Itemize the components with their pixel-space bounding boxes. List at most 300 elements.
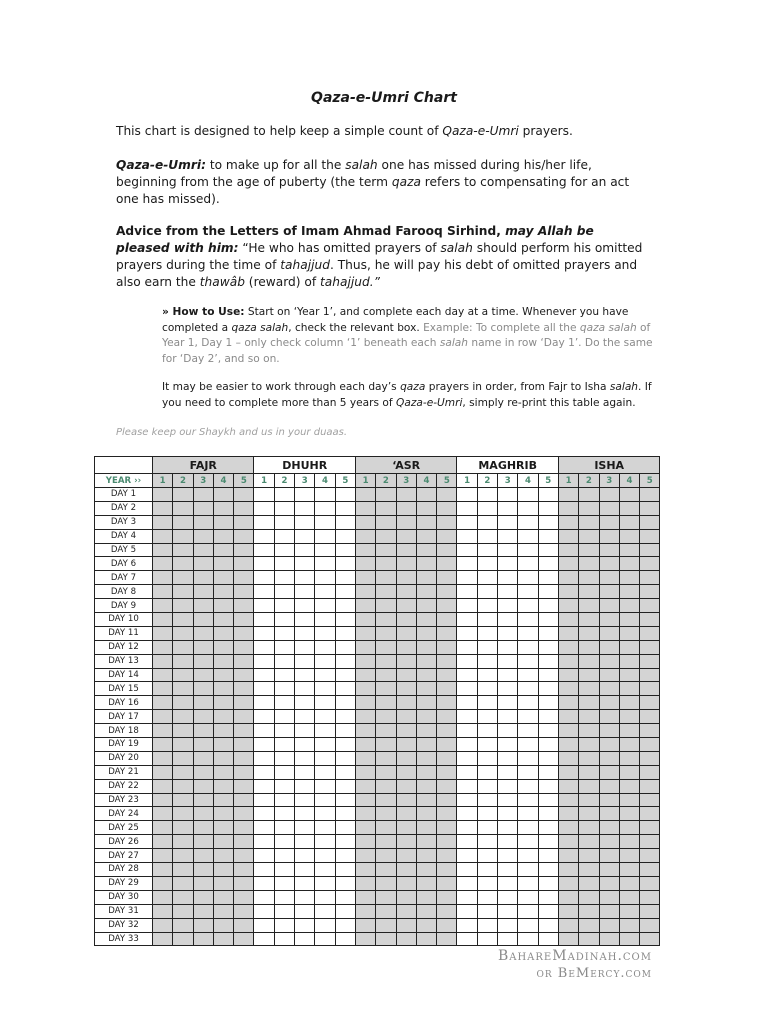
checkbox-cell[interactable] [538,599,558,613]
checkbox-cell[interactable] [173,876,193,890]
checkbox-cell[interactable] [315,501,335,515]
checkbox-cell[interactable] [437,543,457,557]
checkbox-cell[interactable] [416,613,436,627]
checkbox-cell[interactable] [193,529,213,543]
checkbox-cell[interactable] [274,890,294,904]
checkbox-cell[interactable] [274,863,294,877]
checkbox-cell[interactable] [254,529,274,543]
checkbox-cell[interactable] [315,640,335,654]
checkbox-cell[interactable] [153,529,173,543]
checkbox-cell[interactable] [457,779,477,793]
checkbox-cell[interactable] [234,682,254,696]
checkbox-cell[interactable] [234,599,254,613]
checkbox-cell[interactable] [254,863,274,877]
checkbox-cell[interactable] [640,515,660,529]
checkbox-cell[interactable] [193,876,213,890]
checkbox-cell[interactable] [579,710,599,724]
checkbox-cell[interactable] [457,571,477,585]
checkbox-cell[interactable] [579,863,599,877]
checkbox-cell[interactable] [457,640,477,654]
checkbox-cell[interactable] [213,863,233,877]
checkbox-cell[interactable] [376,640,396,654]
checkbox-cell[interactable] [518,682,538,696]
checkbox-cell[interactable] [498,738,518,752]
checkbox-cell[interactable] [213,488,233,502]
checkbox-cell[interactable] [213,779,233,793]
checkbox-cell[interactable] [538,529,558,543]
checkbox-cell[interactable] [396,738,416,752]
checkbox-cell[interactable] [335,765,355,779]
checkbox-cell[interactable] [518,668,538,682]
checkbox-cell[interactable] [579,640,599,654]
checkbox-cell[interactable] [213,599,233,613]
checkbox-cell[interactable] [355,863,375,877]
checkbox-cell[interactable] [640,543,660,557]
checkbox-cell[interactable] [599,863,619,877]
checkbox-cell[interactable] [640,585,660,599]
checkbox-cell[interactable] [640,696,660,710]
checkbox-cell[interactable] [274,599,294,613]
checkbox-cell[interactable] [295,779,315,793]
checkbox-cell[interactable] [274,793,294,807]
checkbox-cell[interactable] [213,751,233,765]
checkbox-cell[interactable] [599,710,619,724]
checkbox-cell[interactable] [619,626,639,640]
checkbox-cell[interactable] [538,849,558,863]
checkbox-cell[interactable] [457,793,477,807]
checkbox-cell[interactable] [335,904,355,918]
checkbox-cell[interactable] [274,932,294,946]
checkbox-cell[interactable] [558,918,578,932]
checkbox-cell[interactable] [376,488,396,502]
checkbox-cell[interactable] [213,585,233,599]
checkbox-cell[interactable] [254,918,274,932]
checkbox-cell[interactable] [234,779,254,793]
checkbox-cell[interactable] [213,626,233,640]
checkbox-cell[interactable] [315,765,335,779]
checkbox-cell[interactable] [619,779,639,793]
checkbox-cell[interactable] [640,849,660,863]
checkbox-cell[interactable] [396,585,416,599]
checkbox-cell[interactable] [599,807,619,821]
checkbox-cell[interactable] [295,738,315,752]
checkbox-cell[interactable] [619,515,639,529]
checkbox-cell[interactable] [437,821,457,835]
checkbox-cell[interactable] [558,904,578,918]
checkbox-cell[interactable] [173,488,193,502]
checkbox-cell[interactable] [558,751,578,765]
checkbox-cell[interactable] [558,835,578,849]
checkbox-cell[interactable] [193,599,213,613]
checkbox-cell[interactable] [619,585,639,599]
checkbox-cell[interactable] [396,765,416,779]
checkbox-cell[interactable] [295,807,315,821]
checkbox-cell[interactable] [416,765,436,779]
checkbox-cell[interactable] [477,835,497,849]
checkbox-cell[interactable] [599,751,619,765]
checkbox-cell[interactable] [315,793,335,807]
checkbox-cell[interactable] [335,793,355,807]
checkbox-cell[interactable] [254,682,274,696]
checkbox-cell[interactable] [193,543,213,557]
checkbox-cell[interactable] [173,529,193,543]
checkbox-cell[interactable] [558,765,578,779]
checkbox-cell[interactable] [173,765,193,779]
checkbox-cell[interactable] [274,849,294,863]
checkbox-cell[interactable] [457,654,477,668]
checkbox-cell[interactable] [315,571,335,585]
checkbox-cell[interactable] [640,488,660,502]
checkbox-cell[interactable] [558,668,578,682]
checkbox-cell[interactable] [558,710,578,724]
checkbox-cell[interactable] [335,710,355,724]
checkbox-cell[interactable] [335,501,355,515]
checkbox-cell[interactable] [538,751,558,765]
checkbox-cell[interactable] [315,529,335,543]
checkbox-cell[interactable] [640,779,660,793]
checkbox-cell[interactable] [173,849,193,863]
checkbox-cell[interactable] [599,488,619,502]
checkbox-cell[interactable] [376,751,396,765]
checkbox-cell[interactable] [234,807,254,821]
checkbox-cell[interactable] [396,543,416,557]
checkbox-cell[interactable] [295,668,315,682]
checkbox-cell[interactable] [619,904,639,918]
checkbox-cell[interactable] [498,571,518,585]
checkbox-cell[interactable] [437,488,457,502]
checkbox-cell[interactable] [274,557,294,571]
checkbox-cell[interactable] [213,904,233,918]
checkbox-cell[interactable] [619,696,639,710]
checkbox-cell[interactable] [640,613,660,627]
checkbox-cell[interactable] [619,529,639,543]
checkbox-cell[interactable] [153,682,173,696]
checkbox-cell[interactable] [295,793,315,807]
checkbox-cell[interactable] [153,543,173,557]
checkbox-cell[interactable] [213,835,233,849]
checkbox-cell[interactable] [498,710,518,724]
checkbox-cell[interactable] [173,793,193,807]
checkbox-cell[interactable] [538,640,558,654]
checkbox-cell[interactable] [538,488,558,502]
checkbox-cell[interactable] [295,529,315,543]
checkbox-cell[interactable] [295,724,315,738]
checkbox-cell[interactable] [498,821,518,835]
checkbox-cell[interactable] [335,585,355,599]
checkbox-cell[interactable] [518,626,538,640]
checkbox-cell[interactable] [498,599,518,613]
checkbox-cell[interactable] [335,821,355,835]
checkbox-cell[interactable] [193,557,213,571]
checkbox-cell[interactable] [315,626,335,640]
checkbox-cell[interactable] [437,501,457,515]
checkbox-cell[interactable] [579,793,599,807]
checkbox-cell[interactable] [213,501,233,515]
checkbox-cell[interactable] [498,835,518,849]
checkbox-cell[interactable] [173,724,193,738]
checkbox-cell[interactable] [457,849,477,863]
checkbox-cell[interactable] [153,710,173,724]
checkbox-cell[interactable] [376,654,396,668]
checkbox-cell[interactable] [193,738,213,752]
checkbox-cell[interactable] [234,793,254,807]
checkbox-cell[interactable] [579,904,599,918]
checkbox-cell[interactable] [538,835,558,849]
checkbox-cell[interactable] [518,501,538,515]
checkbox-cell[interactable] [579,932,599,946]
checkbox-cell[interactable] [396,890,416,904]
checkbox-cell[interactable] [355,654,375,668]
checkbox-cell[interactable] [518,807,538,821]
checkbox-cell[interactable] [153,488,173,502]
checkbox-cell[interactable] [477,529,497,543]
checkbox-cell[interactable] [274,488,294,502]
checkbox-cell[interactable] [477,751,497,765]
checkbox-cell[interactable] [477,557,497,571]
checkbox-cell[interactable] [355,515,375,529]
checkbox-cell[interactable] [193,640,213,654]
checkbox-cell[interactable] [153,751,173,765]
checkbox-cell[interactable] [477,668,497,682]
checkbox-cell[interactable] [376,585,396,599]
checkbox-cell[interactable] [396,904,416,918]
checkbox-cell[interactable] [518,849,538,863]
checkbox-cell[interactable] [274,515,294,529]
checkbox-cell[interactable] [315,890,335,904]
checkbox-cell[interactable] [538,501,558,515]
checkbox-cell[interactable] [640,710,660,724]
checkbox-cell[interactable] [558,557,578,571]
checkbox-cell[interactable] [599,793,619,807]
checkbox-cell[interactable] [234,696,254,710]
checkbox-cell[interactable] [396,696,416,710]
checkbox-cell[interactable] [599,626,619,640]
checkbox-cell[interactable] [355,904,375,918]
checkbox-cell[interactable] [599,640,619,654]
checkbox-cell[interactable] [173,696,193,710]
checkbox-cell[interactable] [153,668,173,682]
checkbox-cell[interactable] [416,599,436,613]
checkbox-cell[interactable] [538,626,558,640]
checkbox-cell[interactable] [213,738,233,752]
checkbox-cell[interactable] [234,626,254,640]
checkbox-cell[interactable] [640,654,660,668]
checkbox-cell[interactable] [599,876,619,890]
checkbox-cell[interactable] [254,876,274,890]
checkbox-cell[interactable] [295,515,315,529]
checkbox-cell[interactable] [640,682,660,696]
checkbox-cell[interactable] [213,849,233,863]
checkbox-cell[interactable] [335,557,355,571]
checkbox-cell[interactable] [619,738,639,752]
checkbox-cell[interactable] [193,626,213,640]
checkbox-cell[interactable] [437,738,457,752]
checkbox-cell[interactable] [437,918,457,932]
checkbox-cell[interactable] [619,640,639,654]
checkbox-cell[interactable] [518,640,538,654]
checkbox-cell[interactable] [538,696,558,710]
checkbox-cell[interactable] [640,807,660,821]
checkbox-cell[interactable] [295,543,315,557]
checkbox-cell[interactable] [153,696,173,710]
checkbox-cell[interactable] [416,807,436,821]
checkbox-cell[interactable] [477,724,497,738]
checkbox-cell[interactable] [234,654,254,668]
checkbox-cell[interactable] [335,654,355,668]
checkbox-cell[interactable] [640,501,660,515]
checkbox-cell[interactable] [437,779,457,793]
checkbox-cell[interactable] [457,668,477,682]
checkbox-cell[interactable] [315,668,335,682]
checkbox-cell[interactable] [295,585,315,599]
checkbox-cell[interactable] [153,821,173,835]
checkbox-cell[interactable] [193,613,213,627]
checkbox-cell[interactable] [599,515,619,529]
checkbox-cell[interactable] [335,779,355,793]
checkbox-cell[interactable] [498,696,518,710]
checkbox-cell[interactable] [234,640,254,654]
checkbox-cell[interactable] [518,863,538,877]
checkbox-cell[interactable] [355,724,375,738]
checkbox-cell[interactable] [335,571,355,585]
checkbox-cell[interactable] [416,918,436,932]
checkbox-cell[interactable] [579,738,599,752]
checkbox-cell[interactable] [173,890,193,904]
checkbox-cell[interactable] [518,557,538,571]
checkbox-cell[interactable] [295,863,315,877]
checkbox-cell[interactable] [477,710,497,724]
checkbox-cell[interactable] [518,543,538,557]
checkbox-cell[interactable] [355,682,375,696]
checkbox-cell[interactable] [518,599,538,613]
checkbox-cell[interactable] [477,821,497,835]
checkbox-cell[interactable] [558,696,578,710]
checkbox-cell[interactable] [477,807,497,821]
checkbox-cell[interactable] [254,904,274,918]
checkbox-cell[interactable] [295,904,315,918]
checkbox-cell[interactable] [153,793,173,807]
checkbox-cell[interactable] [599,724,619,738]
checkbox-cell[interactable] [315,751,335,765]
checkbox-cell[interactable] [173,668,193,682]
checkbox-cell[interactable] [498,557,518,571]
checkbox-cell[interactable] [193,863,213,877]
checkbox-cell[interactable] [274,710,294,724]
checkbox-cell[interactable] [477,904,497,918]
checkbox-cell[interactable] [193,821,213,835]
checkbox-cell[interactable] [153,515,173,529]
checkbox-cell[interactable] [274,904,294,918]
checkbox-cell[interactable] [376,529,396,543]
checkbox-cell[interactable] [457,585,477,599]
checkbox-cell[interactable] [234,932,254,946]
checkbox-cell[interactable] [153,876,173,890]
checkbox-cell[interactable] [254,501,274,515]
checkbox-cell[interactable] [396,751,416,765]
checkbox-cell[interactable] [315,654,335,668]
checkbox-cell[interactable] [437,682,457,696]
checkbox-cell[interactable] [254,626,274,640]
checkbox-cell[interactable] [518,696,538,710]
checkbox-cell[interactable] [477,682,497,696]
checkbox-cell[interactable] [234,821,254,835]
checkbox-cell[interactable] [376,626,396,640]
checkbox-cell[interactable] [619,682,639,696]
checkbox-cell[interactable] [173,543,193,557]
checkbox-cell[interactable] [457,738,477,752]
checkbox-cell[interactable] [335,835,355,849]
checkbox-cell[interactable] [295,640,315,654]
checkbox-cell[interactable] [173,821,193,835]
checkbox-cell[interactable] [538,738,558,752]
checkbox-cell[interactable] [355,849,375,863]
checkbox-cell[interactable] [213,543,233,557]
checkbox-cell[interactable] [416,849,436,863]
checkbox-cell[interactable] [518,585,538,599]
checkbox-cell[interactable] [416,654,436,668]
checkbox-cell[interactable] [213,557,233,571]
checkbox-cell[interactable] [579,849,599,863]
checkbox-cell[interactable] [376,557,396,571]
checkbox-cell[interactable] [376,863,396,877]
checkbox-cell[interactable] [376,835,396,849]
checkbox-cell[interactable] [153,849,173,863]
checkbox-cell[interactable] [315,710,335,724]
checkbox-cell[interactable] [355,876,375,890]
checkbox-cell[interactable] [579,585,599,599]
checkbox-cell[interactable] [376,918,396,932]
checkbox-cell[interactable] [498,488,518,502]
checkbox-cell[interactable] [579,515,599,529]
checkbox-cell[interactable] [254,751,274,765]
checkbox-cell[interactable] [376,724,396,738]
checkbox-cell[interactable] [254,779,274,793]
checkbox-cell[interactable] [518,765,538,779]
checkbox-cell[interactable] [396,779,416,793]
checkbox-cell[interactable] [477,543,497,557]
checkbox-cell[interactable] [416,710,436,724]
checkbox-cell[interactable] [254,543,274,557]
checkbox-cell[interactable] [457,488,477,502]
checkbox-cell[interactable] [477,765,497,779]
checkbox-cell[interactable] [599,904,619,918]
checkbox-cell[interactable] [437,765,457,779]
checkbox-cell[interactable] [619,835,639,849]
checkbox-cell[interactable] [173,807,193,821]
checkbox-cell[interactable] [213,654,233,668]
checkbox-cell[interactable] [376,904,396,918]
checkbox-cell[interactable] [234,557,254,571]
checkbox-cell[interactable] [437,668,457,682]
checkbox-cell[interactable] [640,668,660,682]
checkbox-cell[interactable] [538,876,558,890]
checkbox-cell[interactable] [457,807,477,821]
checkbox-cell[interactable] [295,696,315,710]
checkbox-cell[interactable] [457,876,477,890]
checkbox-cell[interactable] [538,863,558,877]
checkbox-cell[interactable] [396,682,416,696]
checkbox-cell[interactable] [153,779,173,793]
checkbox-cell[interactable] [416,863,436,877]
checkbox-cell[interactable] [416,515,436,529]
checkbox-cell[interactable] [355,613,375,627]
checkbox-cell[interactable] [315,585,335,599]
checkbox-cell[interactable] [213,529,233,543]
checkbox-cell[interactable] [335,807,355,821]
checkbox-cell[interactable] [416,696,436,710]
checkbox-cell[interactable] [538,571,558,585]
checkbox-cell[interactable] [437,640,457,654]
